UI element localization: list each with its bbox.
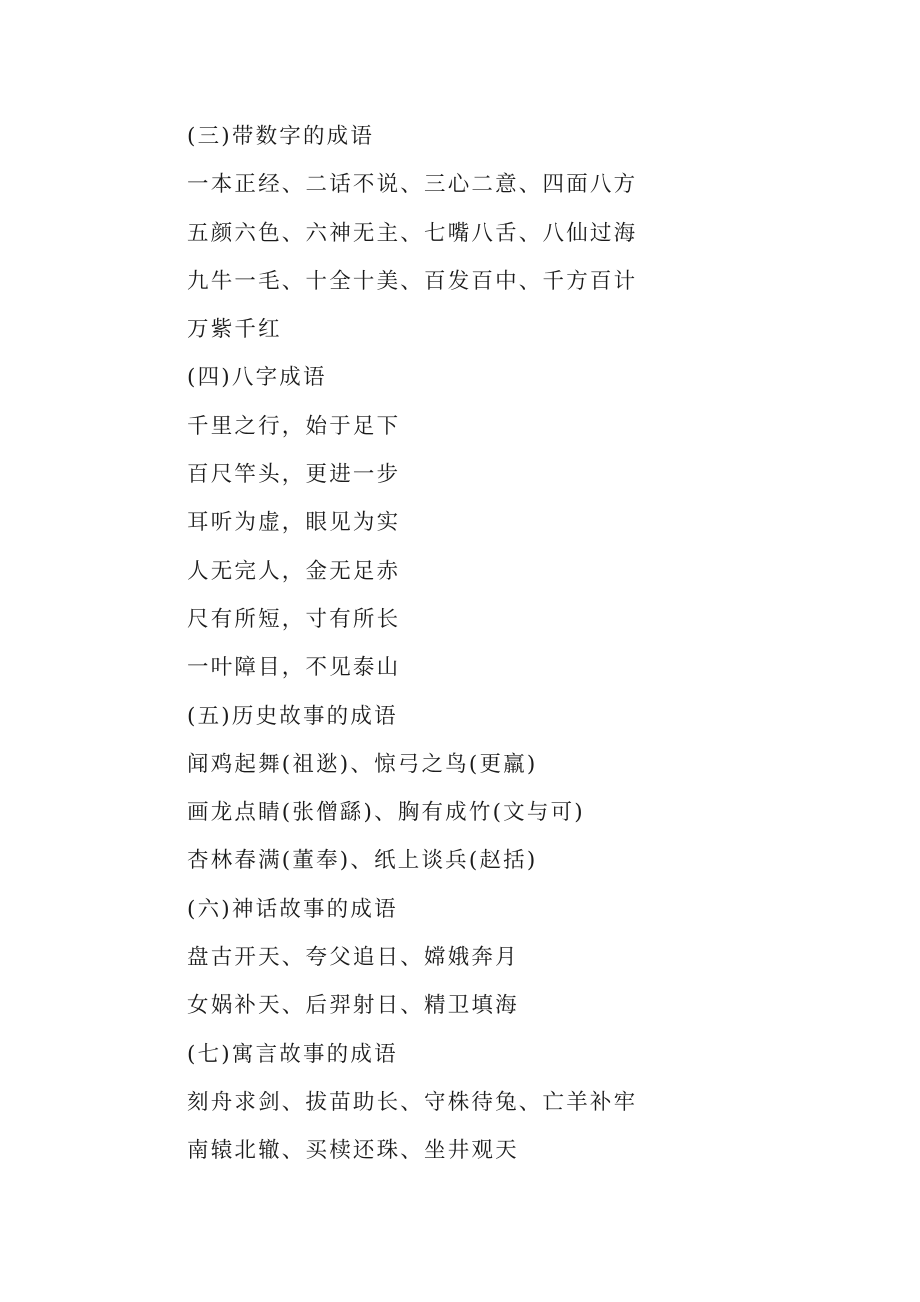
idiom-line: 万紫千红 [187, 317, 282, 343]
idiom-line: 千里之行，始于足下 [187, 413, 401, 439]
section-heading-fable: (七)寓言故事的成语 [187, 1041, 398, 1067]
section-heading-eight-char: (四)八字成语 [187, 365, 327, 391]
idiom-line: 耳听为虚，眼见为实 [187, 510, 401, 536]
idiom-line: 画龙点睛(张僧繇)、胸有成竹(文与可) [187, 800, 585, 826]
idiom-line: 女娲补天、后羿射日、精卫填海 [187, 993, 519, 1019]
idiom-line: 一叶障目，不见泰山 [187, 655, 401, 681]
idiom-line: 一本正经、二话不说、三心二意、四面八方 [187, 172, 638, 198]
section-heading-history: (五)历史故事的成语 [187, 703, 398, 729]
idiom-line: 杏林春满(董奉)、纸上谈兵(赵括) [187, 848, 538, 874]
section-heading-myth: (六)神话故事的成语 [187, 896, 398, 922]
idiom-line: 盘古开天、夸父追日、嫦娥奔月 [187, 945, 519, 971]
idiom-line: 尺有所短，寸有所长 [187, 606, 401, 632]
document-body [187, 113, 887, 1176]
idiom-line: 百尺竿头，更进一步 [187, 462, 401, 488]
section-heading-numbers: (三)带数字的成语 [187, 124, 375, 149]
idiom-line: 闻鸡起舞(祖逖)、惊弓之鸟(更羸) [187, 751, 538, 777]
idiom-line: 九牛一毛、十全十美、百发百中、千方百计 [187, 268, 638, 294]
idiom-line: 南辕北辙、买椟还珠、坐井观天 [187, 1138, 519, 1164]
idiom-line: 五颜六色、六神无主、七嘴八舌、八仙过海 [187, 220, 638, 246]
idiom-line: 人无完人，金无足赤 [187, 558, 401, 584]
idiom-line: 刻舟求剑、拔苗助长、守株待兔、亡羊补牢 [187, 1089, 638, 1115]
